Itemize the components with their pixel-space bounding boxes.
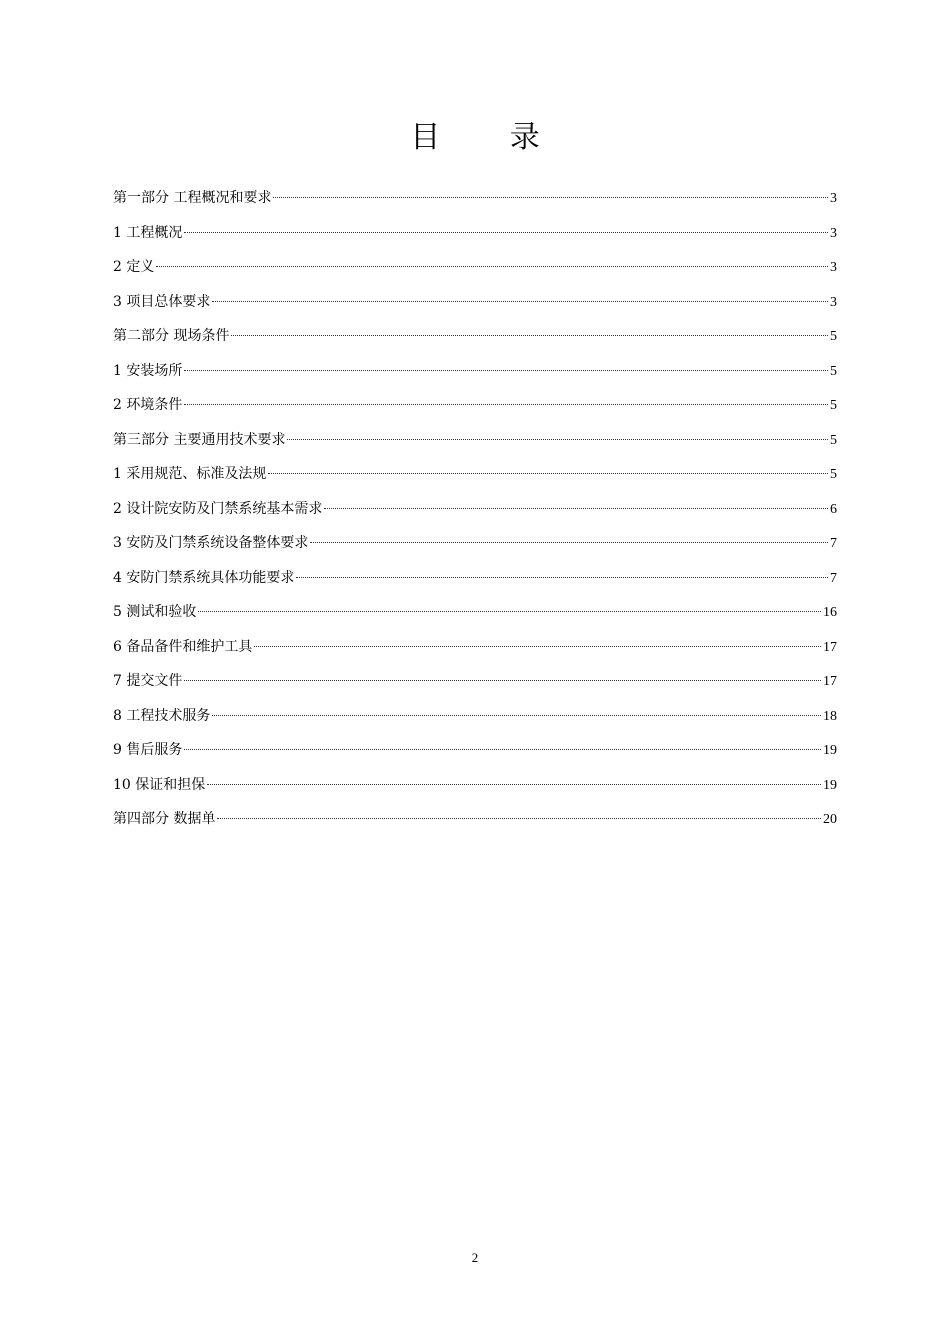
toc-entry-label: 3 项目总体要求: [113, 293, 211, 310]
toc-entry-label: 5 测试和验收: [113, 604, 197, 620]
toc-entry-page: 3: [830, 294, 837, 310]
toc-entry-page: 3: [830, 191, 837, 206]
toc-entry[interactable]: [113, 564, 837, 599]
toc-entry[interactable]: [113, 771, 837, 806]
toc-entry-page: 7: [830, 570, 837, 586]
dot-leader: [324, 508, 828, 509]
toc-entry[interactable]: [113, 598, 837, 633]
toc-entry[interactable]: [113, 357, 837, 392]
toc-entry-page: 5: [830, 432, 837, 448]
table-of-contents: [113, 184, 837, 840]
page-title: 目 录: [410, 120, 570, 155]
toc-entry-page: 5: [830, 398, 837, 413]
toc-entry[interactable]: [113, 426, 837, 461]
toc-entry[interactable]: [113, 391, 837, 426]
toc-entry[interactable]: [113, 219, 837, 254]
toc-entry[interactable]: [113, 529, 837, 564]
dot-leader: [268, 473, 828, 474]
toc-entry-page: 16: [823, 605, 837, 620]
dot-leader: [217, 818, 821, 819]
toc-entry-page: 5: [830, 363, 837, 379]
toc-entry-label: 1 安装场所: [113, 362, 183, 379]
toc-entry-label: 4 安防门禁系统具体功能要求: [113, 569, 295, 586]
toc-entry-page: 17: [823, 639, 837, 655]
dot-leader: [207, 784, 821, 785]
toc-entry-label: 1 采用规范、标准及法规: [113, 466, 267, 482]
toc-entry[interactable]: [113, 495, 837, 530]
toc-entry-page: 5: [830, 329, 837, 344]
toc-entry-label: 2 定义: [113, 259, 155, 275]
dot-leader: [310, 542, 828, 543]
toc-entry-label: 2 环境条件: [113, 397, 183, 413]
toc-entry-label: 7 提交文件: [113, 673, 183, 689]
toc-entry-label: 6 备品备件和维护工具: [113, 638, 253, 655]
toc-entry[interactable]: [113, 253, 837, 288]
toc-entry-label: 3 安防及门禁系统设备整体要求: [113, 535, 309, 551]
toc-entry-page: 17: [823, 674, 837, 689]
dot-leader: [296, 577, 828, 578]
toc-entry-label: 1 工程概况: [113, 224, 183, 241]
dot-leader: [273, 197, 828, 198]
toc-entry-label: 第二部分 现场条件: [113, 328, 230, 344]
dot-leader: [231, 335, 828, 336]
dot-leader: [184, 749, 821, 750]
toc-entry-page: 18: [823, 708, 837, 724]
toc-entry-label: 第一部分 工程概况和要求: [113, 190, 272, 206]
toc-entry-label: 8 工程技术服务: [113, 707, 211, 724]
toc-entry[interactable]: [113, 322, 837, 357]
page-number: 2: [471, 1250, 479, 1265]
toc-entry[interactable]: [113, 184, 837, 219]
toc-entry[interactable]: [113, 702, 837, 737]
dot-leader: [184, 404, 828, 405]
toc-entry-page: 3: [830, 260, 837, 275]
dot-leader: [254, 646, 821, 647]
toc-entry-label: 2 设计院安防及门禁系统基本需求: [113, 500, 323, 517]
dot-leader: [212, 715, 821, 716]
dot-leader: [184, 370, 828, 371]
toc-entry-page: 6: [830, 501, 837, 517]
toc-entry-label: 第三部分 主要通用技术要求: [113, 431, 286, 448]
toc-entry[interactable]: [113, 805, 837, 840]
dot-leader: [184, 232, 828, 233]
toc-entry[interactable]: [113, 288, 837, 323]
toc-entry-page: 19: [823, 743, 837, 758]
toc-entry-page: 5: [830, 467, 837, 482]
dot-leader: [212, 301, 828, 302]
toc-entry-label: 9 售后服务: [113, 742, 183, 758]
dot-leader: [198, 611, 821, 612]
dot-leader: [287, 439, 828, 440]
toc-entry-page: 7: [830, 536, 837, 551]
toc-entry[interactable]: [113, 736, 837, 771]
toc-entry[interactable]: [113, 633, 837, 668]
toc-entry-page: 20: [823, 812, 837, 827]
toc-entry[interactable]: [113, 460, 837, 495]
toc-entry[interactable]: [113, 667, 837, 702]
toc-entry-label: 10 保证和担保: [113, 776, 206, 793]
dot-leader: [184, 680, 821, 681]
dot-leader: [156, 266, 828, 267]
toc-entry-label: 第四部分 数据单: [113, 811, 216, 827]
toc-entry-page: 3: [830, 225, 837, 241]
toc-entry-page: 19: [823, 777, 837, 793]
